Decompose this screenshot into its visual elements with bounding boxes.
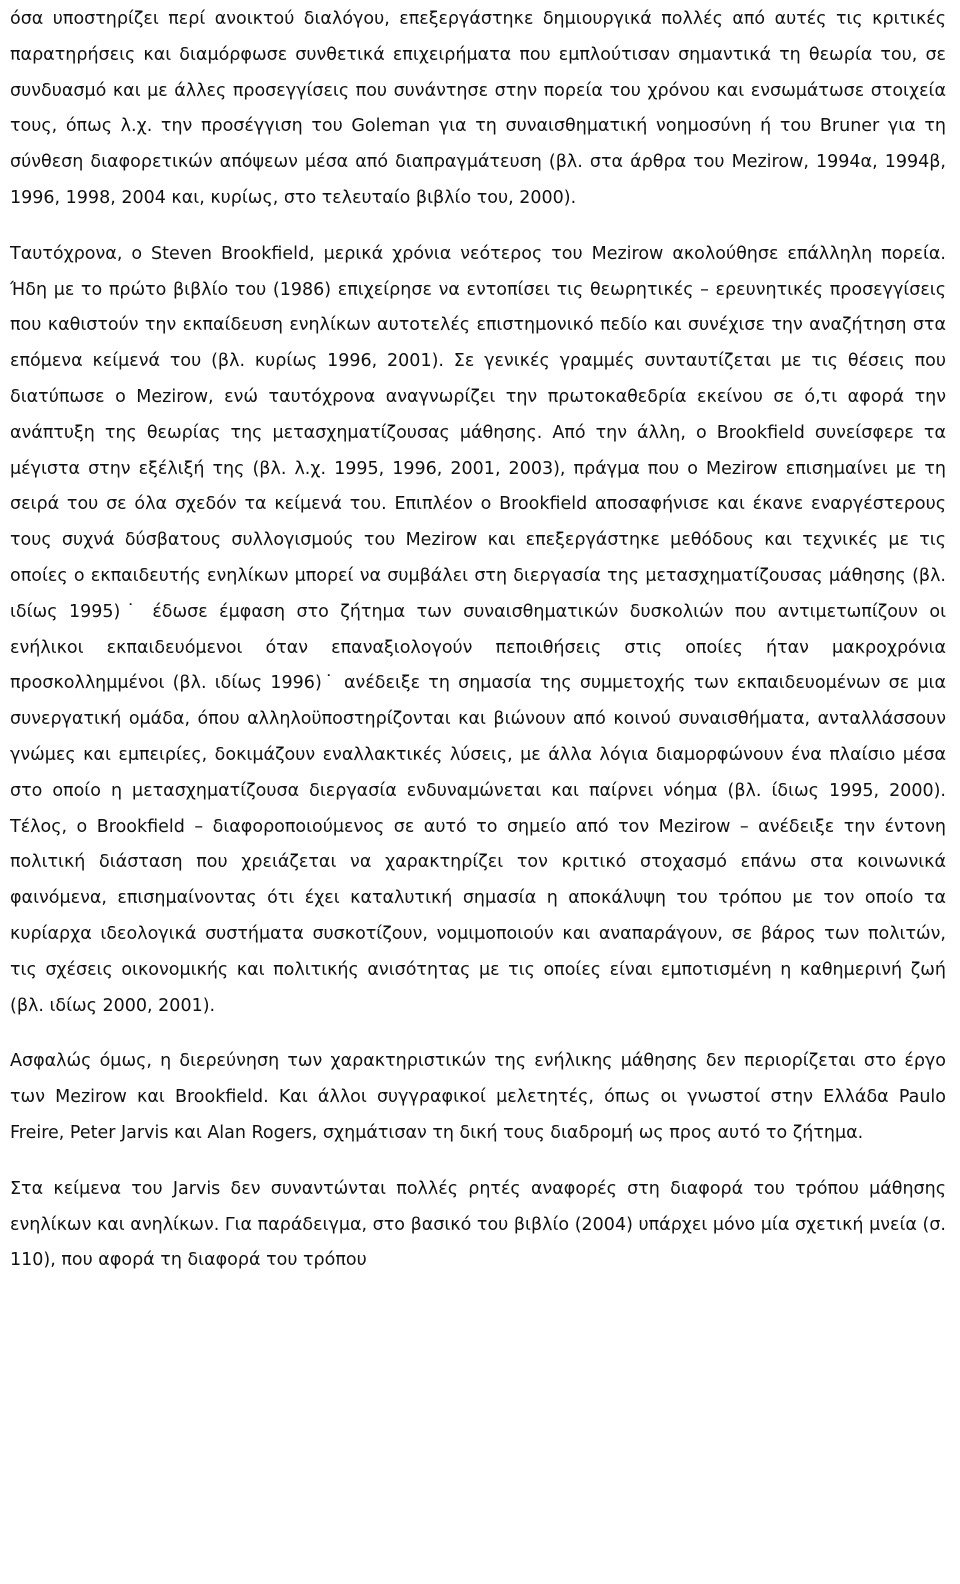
paragraph-4: Στα κείμενα του Jarvis δεν συναντώνται πολλές ρητές αναφορές στη διαφορά του τρόπου μάθησης ενηλίκων και ανηλίκων. Για παράδειγμα, στο βασικό του βιβλίο (2004) υπάρχει μόνο μία σχετική μνεία (σ. 110), που αφορά τη διαφορά του τρόπου xyxy=(10,1178,946,1271)
paragraph-3: Ασφαλώς όμως, η διερεύνηση των χαρακτηριστικών της ενήλικης μάθησης δεν περιορίζεται στο έργο των Mezirow και Brookfield. Και άλλοι συγγραφικοί μελετητές, όπως οι γνωστοί στην Ελλάδα Paulo Freire, Peter Jarvis και Alan Rogers, σχημάτισαν τη δική τους διαδρομή ως προς αυτό το ζήτημα. xyxy=(10,1051,946,1143)
paragraph-2: Ταυτόχρονα, ο Steven Brookfield, μερικά χρόνια νεότερος του Mezirow ακολούθησε επάλληλη πορεία. Ήδη με το πρώτο βιβλίο του (1986) επιχείρησε να εντοπίσει τις θεωρητικές – ερευνητικές προσεγγίσεις που καθιστούν την εκπαίδευση ενηλίκων αυτοτελές επιστημονικό πεδίο και συνέχισε την αναζήτηση στα επόμενα κείμενά του (βλ. κυρίως 1996, 2001). Σε γενικές γραμμές συνταυτίζεται με τις θέσεις που διατύπωσε ο Mezirow, ενώ ταυτόχρονα αναγνωρίζει την πρωτοκαθεδρία εκείνου σε ό,τι αφορά την ανάπτυξη της θεωρίας της μετασχηματίζουσας μάθησης. Από την άλλη, ο Brookfield συνείσφερε τα μέγιστα στην εξέλιξή της (βλ. λ.χ. 1995, 1996, 2001, 2003), πράγμα που ο Mezirow επισημαίνει με τη σειρά του σε όλα σχεδόν τα κείμενά του. Επιπλέον ο Brookfield αποσαφήνισε και έκανε εναργέστερους τους συχνά δύσβατους συλλογισμούς του Mezirow και επεξεργάστηκε μεθόδους και τεχνικές με τις οποίες ο εκπαιδευτής ενηλίκων μπορεί να συμβάλει στη διεργασία της μετασχηματίζουσας μάθησης (βλ. ιδίως 1995)˙ έδωσε έμφαση στο ζήτημα των συναισθηματικών δυσκολιών που αντιμετωπίζουν οι ενήλικοι εκπαιδευόμενοι όταν επαναξιολογούν πεποιθήσεις στις οποίες ήταν μακροχρόνια προσκολλημμένοι (βλ. ιδίως 1996)˙ ανέδειξε τη σημασία της συμμετοχής των εκπαιδευομένων σε μια συνεργατική ομάδα, όπου αλληλοϋποστηρίζονται και βιώνουν από κοινού συναισθήματα, ανταλλάσσουν γνώμες και εμπειρίες, δοκιμάζουν εναλλακτικές λύσεις, με άλλα λόγια διαμορφώνουν ένα πλαίσιο μέσα στο οποίο η μετασχηματίζουσα διεργασία ενδυναμώνεται και παίρνει νόημα (βλ. ίδιως 1995, 2000). Τέλος, ο Brookfield – διαφοροποιούμενος σε αυτό το σημείο από τον Mezirow – ανέδειξε την έντονη πολιτική διάσταση που χρειάζεται να χαρακτηρίζει τον κριτικό στοχασμό επάνω στα κοινωνικά φαινόμενα, επισημαίνοντας ότι έχει καταλυτική σημασία η αποκάλυψη του τρόπου με τον οποίο τα κυρίαρχα ιδεολογικά συστήματα συσκοτίζουν, νομιμοποιούν και αναπαράγουν, σε βάρος των πολιτών, τις σχέσεις οικονομικής και πολιτικής ανισότητας με τις οποίες είναι εμποτισμένη η καθημερινή ζωή (βλ. ιδίως 2000, 2001). xyxy=(10,243,946,1016)
document-page xyxy=(10,0,946,1279)
paragraph-1: όσα υποστηρίζει περί ανοικτού διαλόγου, επεξεργάστηκε δημιουργικά πολλές από αυτές τις κριτικές παρατηρήσεις και διαμόρφωσε συνθετικά επιχειρήματα που εμπλούτισαν σημαντικά τη θεωρία του, σε συνδυασμό και με άλλες προσεγγίσεις που συνάντησε στην πορεία του χρόνου και ενσωμάτωσε στοιχεία τους, όπως λ.χ. την προσέγγιση του Goleman για τη συναισθηματική νοημοσύνη ή του Bruner για τη σύνθεση διαφορετικών απόψεων μέσα από διαπραγμάτευση (βλ. στα άρθρα του Mezirow, 1994α, 1994β, 1996, 1998, 2004 και, κυρίως, στο τελευταίο βιβλίο του, 2000). xyxy=(10,9,946,208)
